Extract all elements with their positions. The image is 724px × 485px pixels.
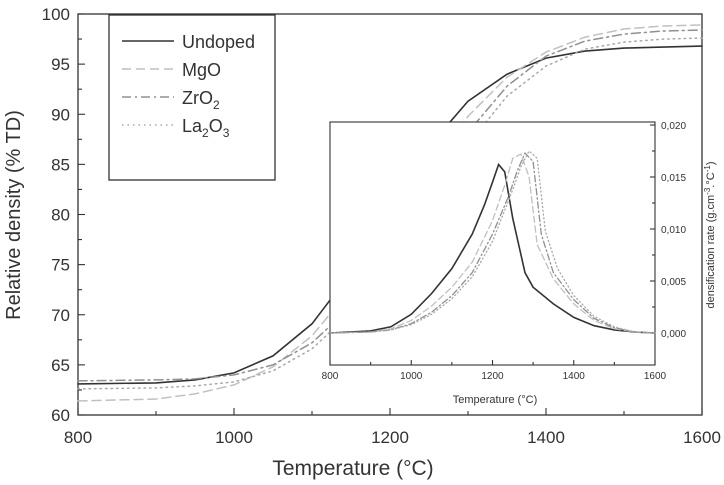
main-y-tick-label: 85 [51, 155, 70, 175]
main-y-tick-label: 60 [51, 406, 70, 425]
main-x-tick-label: 1000 [215, 428, 253, 447]
main-x-tick-label: 800 [63, 428, 93, 447]
inset-x-axis-label: Temperature (°C) [452, 394, 538, 406]
inset-y-tick-label: 0,015 [661, 173, 687, 184]
main-y-tick-label: 100 [41, 5, 70, 24]
inset-y-label-main: densification rate (g.cm [705, 194, 717, 309]
inset-x-tick-label: 1600 [643, 371, 667, 382]
inset-x-tick-label: 800 [321, 371, 339, 382]
inset-y-label-sup2: -1 [703, 165, 712, 173]
inset-x-tick-label: 1200 [481, 371, 504, 382]
legend-label: MgO [182, 60, 222, 80]
main-x-tick-label: 1400 [527, 428, 565, 447]
inset-y-tick-label: 0,000 [661, 329, 687, 340]
legend-label: ZrO$_2$ [182, 88, 220, 112]
inset-y-label-mid: .°C [705, 172, 717, 188]
inset-y-label-sup1: -3 [703, 187, 712, 195]
legend-label: Undoped [182, 32, 256, 52]
main-x-tick-label: 1200 [371, 428, 409, 447]
inset-x-tick-label: 1000 [400, 371, 423, 382]
main-y-tick-label: 65 [51, 355, 70, 375]
inset-y-label-end: ) [705, 161, 717, 166]
legend-label: $La_2O_3$ [182, 116, 230, 140]
main-x-axis-label: Temperature (°C) [272, 457, 434, 480]
main-y-tick-label: 95 [51, 55, 70, 75]
inset-y-tick-label: 0,010 [661, 225, 687, 236]
main-y-tick-label: 70 [51, 305, 70, 325]
inset-y-axis-label [703, 161, 717, 308]
inset-x-tick-label: 1400 [562, 371, 585, 382]
main-y-tick-label: 80 [51, 205, 70, 225]
main-y-tick-label: 75 [51, 255, 70, 275]
main-x-tick-label: 1600 [683, 428, 721, 447]
main-y-axis-label: Relative density (% TD) [3, 110, 25, 320]
inset-y-tick-label: 0,005 [661, 277, 687, 288]
inset-y-tick-label: 0,020 [661, 121, 687, 132]
main-y-tick-label: 90 [51, 105, 70, 125]
